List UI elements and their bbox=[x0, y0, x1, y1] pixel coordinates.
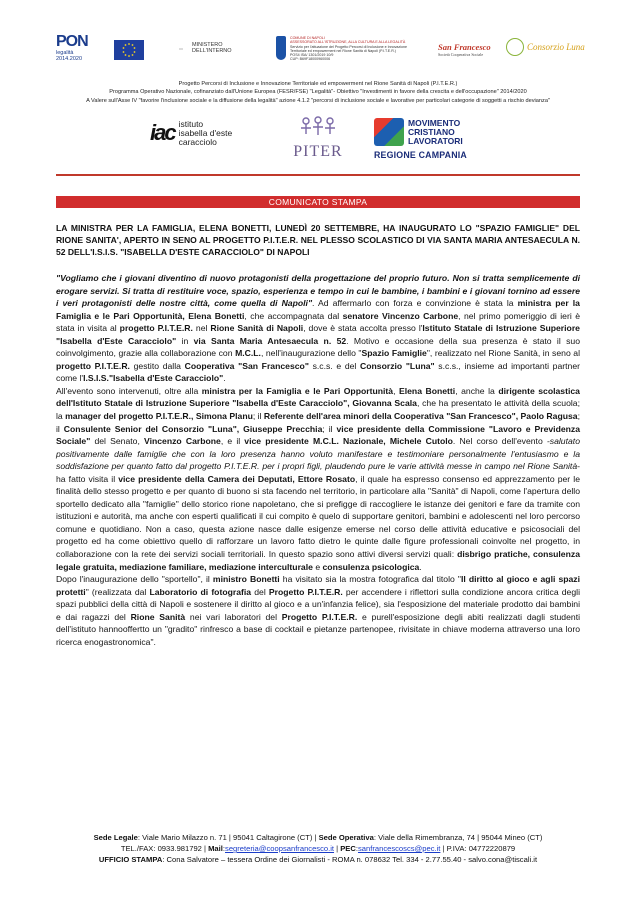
footer-line-contacts: TEL./FAX: 0933.981792 | Mail:segreteria@coopsanfrancesco.it | PEC:sanfrancescoscs@pec.it | P.IVA: 04772220879 bbox=[120, 844, 516, 853]
program-line: A Valere sull'Asse IV "favorire l'inclusione sociale e la diffusione della legalità" azione 4.1.2 "percorsi di inclusione sociale e lavorative per particolari categorie di soggetti a rischio devianza" bbox=[86, 97, 550, 104]
napoli-line: POS4 ISA/ 1301/2019 10/9 bbox=[290, 53, 334, 58]
luna-circle-icon bbox=[506, 38, 524, 56]
napoli-crest-icon bbox=[276, 36, 286, 60]
text-run: Consorzio "Luna" bbox=[360, 360, 435, 371]
napoli-line: CUP: B69F18000960006 bbox=[290, 57, 331, 62]
text-run: Vincenzo Carbone bbox=[143, 436, 221, 447]
text-run: via Santa Maria Antesaecula n. 52 bbox=[193, 335, 347, 346]
mcl-name bbox=[408, 119, 463, 146]
text-run: Elena Bonetti bbox=[398, 385, 456, 396]
text-run: , nel primo pomeriggio di ieri è stata in visita al bbox=[56, 310, 580, 334]
text-run: Consulente Senior del Consorzio "Luna", Giuseppe Precchia bbox=[63, 423, 323, 434]
piter-logo bbox=[292, 116, 344, 162]
caracciolo-line: istituto bbox=[178, 119, 204, 129]
mail-label: Mail bbox=[208, 844, 223, 853]
text-run: I.S.I.S."Isabella d'Este Caracciolo" bbox=[83, 373, 224, 384]
text-run: . bbox=[223, 373, 226, 384]
press-release-headline: LA MINISTRA PER LA FAMIGLIA, ELENA BONETTI, LUNEDÌ 20 SETTEMBRE, HA INAUGURATO LO "SPAZIO FAMIGLIE" DEL RIONE SANITA', APERTO IN SENO AL PROGETTO P.I.T.E.R. NEL PLESSO SCOLASTICO DI VIA SANTA MARIA ANTESAECULA N. 52 DELL'I.S.I.S. "ISABELLA D'ESTE CARACCIOLO" DI NAPOLI bbox=[56, 223, 580, 258]
text-run: in bbox=[176, 335, 194, 346]
text-run: progetto P.I.T.E.R. bbox=[56, 360, 130, 371]
text-run: manager del progetto P.I.T.E.R., Simona Planu bbox=[65, 411, 253, 422]
caracciolo-logo bbox=[150, 120, 232, 146]
ufficio-stampa: : Cona Salvatore – tessera Ordine dei Giornalisti - ROMA n. 078632 Tel. 334 - 2.77.55.40 - salvo.cona@tiscali.it bbox=[162, 855, 538, 864]
mcl-emblem-icon bbox=[374, 118, 404, 146]
mcl-logo bbox=[374, 118, 463, 146]
footer-line-addresses bbox=[40, 832, 596, 843]
body-paragraph-1 bbox=[56, 272, 580, 385]
body-paragraph-3 bbox=[56, 573, 580, 648]
piter-figures-icon bbox=[292, 116, 344, 138]
ministero-interno-logo bbox=[192, 42, 232, 54]
text-run: Progetto P.I.T.E.R. bbox=[281, 611, 358, 622]
tel-label: TEL./FAX bbox=[120, 844, 154, 853]
ufficio-stampa-label: UFFICIO STAMPA bbox=[98, 855, 163, 864]
text-run: ; il bbox=[252, 411, 264, 422]
eu-flag-icon bbox=[114, 40, 144, 60]
text-run: , che accompagnata dal bbox=[244, 310, 343, 321]
text-run: s.c.s., insieme ad importanti partner come l' bbox=[56, 360, 580, 384]
luna-name: Consorzio Luna bbox=[527, 42, 585, 52]
tel: : 0933.981792 | bbox=[153, 844, 209, 853]
iac-mark: iac bbox=[150, 120, 175, 146]
text-run: - ha fatto visita il bbox=[56, 461, 580, 484]
caracciolo-line: isabella d'este bbox=[178, 127, 233, 138]
text-run: , il quale ha espresso consenso ed apprezzamento per le finalità dello stesso progetto e per quanto di buono si sta facendo nel territorio, in particolare alla "Sanità" di Napoli, come l'apertura dello sportello dedicato alla "famiglie" dello storico rione napoletano, che si prefigge di raccogliere le istanze dei genitori e fare da tramite con istituzioni e autorità, ma anche con esperti qualificati il cui compito è quelo di supportare genitori, bambini e adolescenti nel loro percorso comune e quotidiano. Non a caso, questa azione nasce dalle esigenze emerse nel corso delle attività educative e psicosociali del progetto ed ha come obiettivo quello di rafforzare un lavoro fatto dietro le quinte dalle figure professionali coinvolte nel progetto, in collaborazione con la rete dei servizi sociali territoriali. In questo spazio sono attivi diversi servizi quali: bbox=[56, 473, 580, 560]
body-paragraph-2 bbox=[56, 385, 580, 573]
text-run: ; il bbox=[322, 423, 337, 434]
text-run: . Nel corso dell'evento bbox=[452, 436, 547, 447]
napoli-line: Territoriale ed empowerment nel Rione Sanità di Napoli (P.I.T.E.R.) bbox=[290, 48, 396, 53]
text-run: . bbox=[419, 561, 422, 572]
text-run: s.c.s. e del bbox=[308, 360, 361, 371]
text-run: Istituto Statale di Istruzione Superiore "Isabella d'Este Caracciolo" bbox=[56, 323, 580, 346]
text-run: vice presidente M.C.L. Nazionale, Michele Cutolo bbox=[244, 436, 453, 447]
napoli-line: COMUNE DI NAPOLI bbox=[290, 36, 325, 40]
caracciolo-text bbox=[179, 120, 233, 146]
san-francesco-subtitle: Società Cooperativa Sociale bbox=[438, 52, 484, 57]
text-run: . Ad affermarlo con forza e convinzione è stata la bbox=[312, 298, 518, 309]
text-run: e purell'esposizione degli abiti realizzati dagli studenti dell'istituto hannooffertto un "gradito" rinfresco a base di cocktail e pietanze partenopee, rivisitate in chiave moderna attraverso una loro ricerca enogastronomica". bbox=[56, 611, 581, 647]
pec-link[interactable]: sanfrancescoscs@pec.it bbox=[357, 844, 441, 853]
piter-wordmark: PITER bbox=[293, 143, 343, 160]
text-run: nei vari laboratori del bbox=[185, 611, 282, 622]
text-run: del bbox=[251, 586, 269, 597]
mcl-line: CRISTIANO bbox=[408, 126, 455, 137]
text-run: , e il bbox=[220, 436, 245, 447]
text-run: ha visitato sia la mostra fotografica dal titolo " bbox=[279, 574, 461, 585]
text-run: " (realizzata dal bbox=[85, 586, 150, 597]
text-run: progetto P.I.T.E.R. bbox=[119, 323, 193, 334]
text-run: ; il bbox=[56, 411, 580, 434]
partner-logos-middle bbox=[0, 114, 636, 164]
mcl-line: MOVIMENTO bbox=[408, 117, 461, 128]
text-run: per accendere i riflettori sulla condizione ancora critica degli spazi pubblici della città di Napoli e sostenere il diritto al gioco e a un'infanzia felice), sia l'esposizione del materiale prodotto dai bambini e dai ragazzi del bbox=[56, 586, 580, 622]
italian-flag-icon bbox=[174, 38, 188, 60]
text-run: Rione Sanità di Napoli bbox=[210, 323, 304, 334]
text-run: del Senato, bbox=[90, 436, 144, 447]
pon-logo-subtitle: legalità 2014.2020 bbox=[56, 50, 82, 62]
text-run: consulenza psicologica bbox=[322, 561, 420, 572]
footer-line-press-office bbox=[40, 854, 596, 865]
pec-label: PEC bbox=[340, 844, 356, 853]
pon-logo-text: PON bbox=[56, 33, 88, 50]
text-run: Il diritto al gioco e agli spazi protetti bbox=[56, 574, 581, 597]
divider bbox=[56, 174, 580, 176]
text-run: ministro Bonetti bbox=[212, 574, 280, 585]
program-line: Progetto Percorsi di Inclusione e Innovazione Territoriale ed empowerment nel Rione Sanità di Napoli (P.I.T.E.R.) bbox=[178, 81, 458, 87]
program-line: Programma Operativo Nazionale, cofinanziato dall'Unione Europea (FESR/FSE) "Legalità"- Obiettivo "Investimenti in favore della crescita e dell'occupazione" 2014/2020 bbox=[109, 89, 527, 96]
text-run: e bbox=[312, 561, 323, 572]
text-run: gestito dalla bbox=[129, 360, 185, 371]
text-run: Rione Sanità bbox=[130, 611, 186, 622]
piva: | P.IVA: 04772220879 bbox=[440, 844, 516, 853]
comune-napoli-text bbox=[290, 36, 420, 62]
text-run: ministra per la Famiglia e le Pari Opportunità, Elena Bonetti bbox=[56, 298, 580, 321]
text-run: M.C.L. bbox=[235, 348, 261, 359]
san-francesco-name: San Francesco bbox=[438, 42, 491, 52]
sede-operativa: : Viale della Rimembranza, 74 | 95044 Mineo (CT) bbox=[373, 833, 543, 842]
ministry-line-1: MINISTERO bbox=[192, 42, 223, 48]
text-run: "Vogliamo che i giovani diventino di nuovo protagonisti della progettazione del proprio futuro. Non si tratta semplicemente di erogare servizi. Si tratta di restituire voce, spazio, esperienza e tempo in cui le bambine, i bambini e i giovani tornino ad essere i veri protagonisti delle nostre città, come quella di Napoli" bbox=[56, 273, 580, 309]
pon-legalita-logo bbox=[56, 34, 94, 74]
text-run: All'evento sono intervenuti, oltre alla bbox=[56, 385, 202, 396]
mcl-line: LAVORATORI bbox=[408, 135, 463, 146]
text-run: , dove è stata accolta presso l' bbox=[303, 323, 423, 334]
partner-logos-top bbox=[56, 34, 596, 74]
text-run: , nell'inaugurazione dello " bbox=[260, 348, 362, 359]
text-run: Referente dell'area minori della Cooperativa "San Francesco", Paolo Ragusa bbox=[263, 411, 578, 422]
comunicato-stampa-banner: COMUNICATO STAMPA bbox=[56, 196, 580, 208]
text-run: Laboratorio di fotografia bbox=[149, 586, 252, 597]
text-run: , bbox=[393, 385, 399, 396]
text-run: vice presidente della Commissione "Lavoro e Previdenza Sociale" bbox=[56, 423, 581, 447]
caracciolo-line: caracciolo bbox=[178, 136, 217, 147]
napoli-line: Servizio per l'attuazione del Progetto Percorsi di Inclusione e Innovazione bbox=[290, 44, 407, 49]
ministry-line-2: DELL'INTERNO bbox=[192, 48, 232, 54]
text-run: -salutato positivamente dalle famiglie che con la loro presenza hanno voluto manifestare e testimoniare personalmente l'entusiasmo e la soddisfazione per quanto fatto dal progetto P.I.T.E.R. per i propri figli, plaudendo pure le varie attività messe in campo nel Rione Sanità bbox=[56, 436, 580, 472]
sede-legale: : Viale Mario Milazzo n. 71 | 95041 Caltagirone (CT) | bbox=[137, 833, 319, 842]
text-run: dirigente scolastica dell'Istituto Statale di Istruzione Superiore "Isabella d'Este Caracciolo", Giovanna Scala bbox=[56, 385, 580, 409]
text-run: Dopo l'inaugurazione dello "sportello", il bbox=[56, 574, 213, 585]
text-run: ministra per la Famiglia e le Pari Opportunità bbox=[201, 385, 394, 396]
text-run: senatore Vincenzo Carbone bbox=[342, 310, 459, 321]
text-run: , anche la bbox=[455, 385, 499, 396]
sede-legale-label: Sede Legale bbox=[93, 833, 138, 842]
text-run: nel bbox=[192, 323, 211, 334]
napoli-line: ASSESSORATO ALL'ISTRUZIONE, ALLA CULTURA E ALLA LEGALITÀ bbox=[290, 40, 406, 45]
text-run: , che ha presentato le attività della scuola; la bbox=[56, 398, 580, 422]
text-run: Cooperativa "San Francesco" bbox=[184, 360, 309, 371]
text-run: disbrigo pratiche, consulenza legale gratuita, mediazione familiare, mediazione interculturale bbox=[56, 549, 580, 572]
text-run: Spazio Famiglie bbox=[361, 348, 427, 359]
sede-operativa-label: Sede Operativa bbox=[318, 833, 374, 842]
program-description bbox=[40, 80, 596, 105]
footer bbox=[40, 832, 596, 865]
text-run: vice presidente della Camera dei Deputati, Ettore Rosato bbox=[118, 473, 356, 484]
text-run: ", realizzato nel Rione Sanità, in seno al bbox=[426, 348, 580, 359]
text-run: . Motivo e occasione della sua presenza è stato il suo coinvolgimento, grazie alla collaborazione con bbox=[56, 335, 581, 359]
mail-link[interactable]: segreteria@coopsanfrancesco.it bbox=[225, 844, 335, 853]
san-francesco-logo bbox=[438, 42, 491, 57]
mcl-region: REGIONE CAMPANIA bbox=[374, 150, 467, 160]
text-run: Progetto P.I.T.E.R. bbox=[268, 586, 343, 597]
consorzio-luna-logo bbox=[506, 38, 585, 56]
press-release-body bbox=[56, 272, 580, 648]
